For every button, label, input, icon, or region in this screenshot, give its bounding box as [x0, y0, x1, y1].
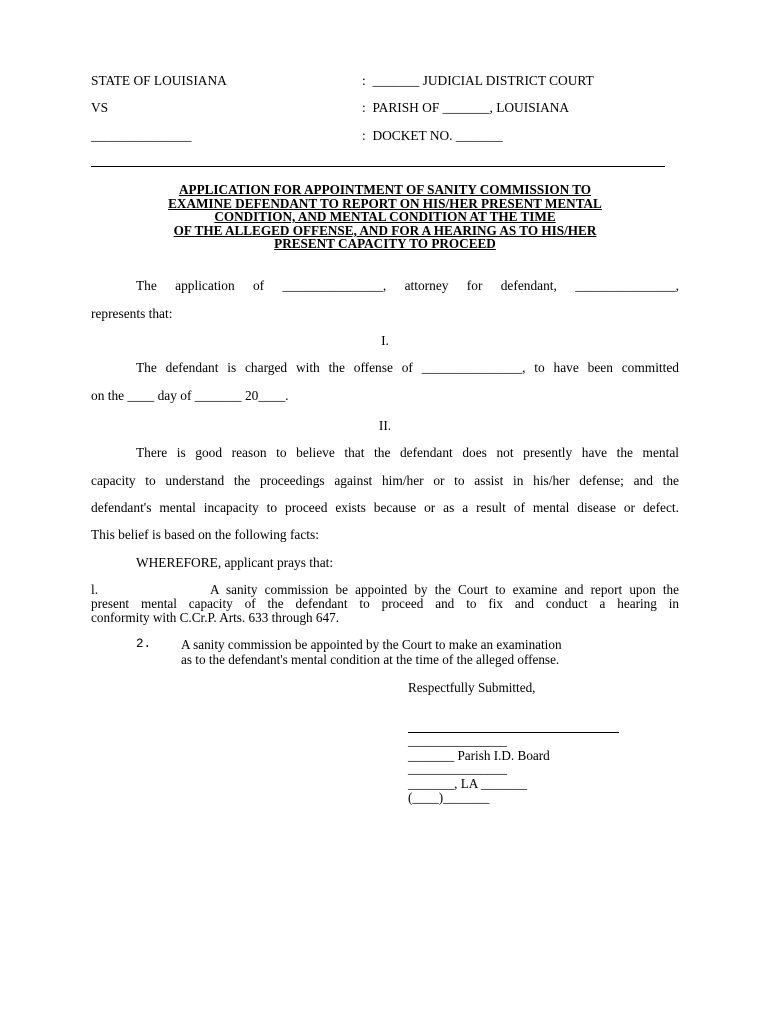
court-caption: _______ JUDICIAL DISTRICT COURT — [372, 73, 594, 88]
intro-line: The application of _______________, attorney for defendant, _______________, — [136, 278, 679, 293]
section2-line: There is good reason to believe that the defendant does not presently have the mental — [136, 445, 679, 460]
title-line: CONDITION, AND MENTAL CONDITION AT THE TIME — [214, 209, 556, 225]
attorney-name-blank: _______________ — [408, 733, 507, 748]
caption-colon: : _______ JUDICIAL DISTRICT COURT — [362, 73, 594, 88]
item1-line: present mental capacity of the defendant to proceed and to fix and conduct a hearing in — [91, 596, 679, 611]
document-title — [91, 183, 679, 251]
title-line: OF THE ALLEGED OFFENSE, AND FOR A HEARING AS TO HIS/HER — [173, 222, 597, 238]
state-caption: STATE OF LOUISIANA — [91, 73, 227, 88]
title-line: EXAMINE DEFENDANT TO REPORT ON HIS/HER PRESENT MENTAL — [168, 195, 602, 211]
section-numeral: II. — [378, 418, 392, 433]
section1-line: The defendant is charged with the offense of _______________, to have been committed — [136, 360, 679, 375]
phone-line: (____)_______ — [408, 790, 490, 805]
section1-line: on the ____ day of _______ 20____. — [91, 388, 289, 403]
section2-line: defendant's mental incapacity to proceed exists because or as a result of mental disease or defect. — [91, 500, 679, 515]
section2-line: This belief is based on the following facts: — [91, 527, 319, 542]
caption-colon: : DOCKET NO. _______ — [362, 128, 503, 143]
address-blank: _______________ — [408, 761, 507, 776]
item-number: l. — [91, 582, 99, 597]
wherefore-clause: WHEREFORE, applicant prays that: — [136, 555, 334, 570]
item1-line: A sanity commission be appointed by the Court to examine and report upon the — [210, 582, 679, 597]
parish-caption: PARISH OF _______, LOUISIANA — [372, 100, 570, 115]
caption-divider — [91, 166, 665, 167]
docket-caption: DOCKET NO. _______ — [372, 128, 503, 143]
section2-line: capacity to understand the proceedings against him/her or to assist in his/her defense; and the — [91, 473, 679, 488]
caption-colon: : PARISH OF _______, LOUISIANA — [362, 100, 570, 115]
item2-line: as to the defendant's mental condition at the time of the alleged offense. — [181, 652, 560, 667]
item2-line: A sanity commission be appointed by the Court to make an examination — [181, 637, 562, 652]
board-line: _______ Parish I.D. Board — [408, 748, 550, 763]
item-number: 2. — [136, 637, 152, 651]
intro-line: represents that: — [91, 306, 173, 321]
title-line: APPLICATION FOR APPOINTMENT OF SANITY COMMISSION TO — [178, 182, 592, 197]
defendant-blank: _______________ — [91, 128, 192, 143]
section-numeral: I. — [381, 333, 389, 348]
city-line: _______, LA _______ — [408, 776, 528, 791]
closing: Respectfully Submitted, — [408, 680, 536, 695]
title-line: PRESENT CAPACITY TO PROCEED — [274, 236, 496, 252]
vs-caption: VS — [91, 100, 109, 115]
item1-line: conformity with C.Cr.P. Arts. 633 through 647. — [91, 610, 340, 625]
